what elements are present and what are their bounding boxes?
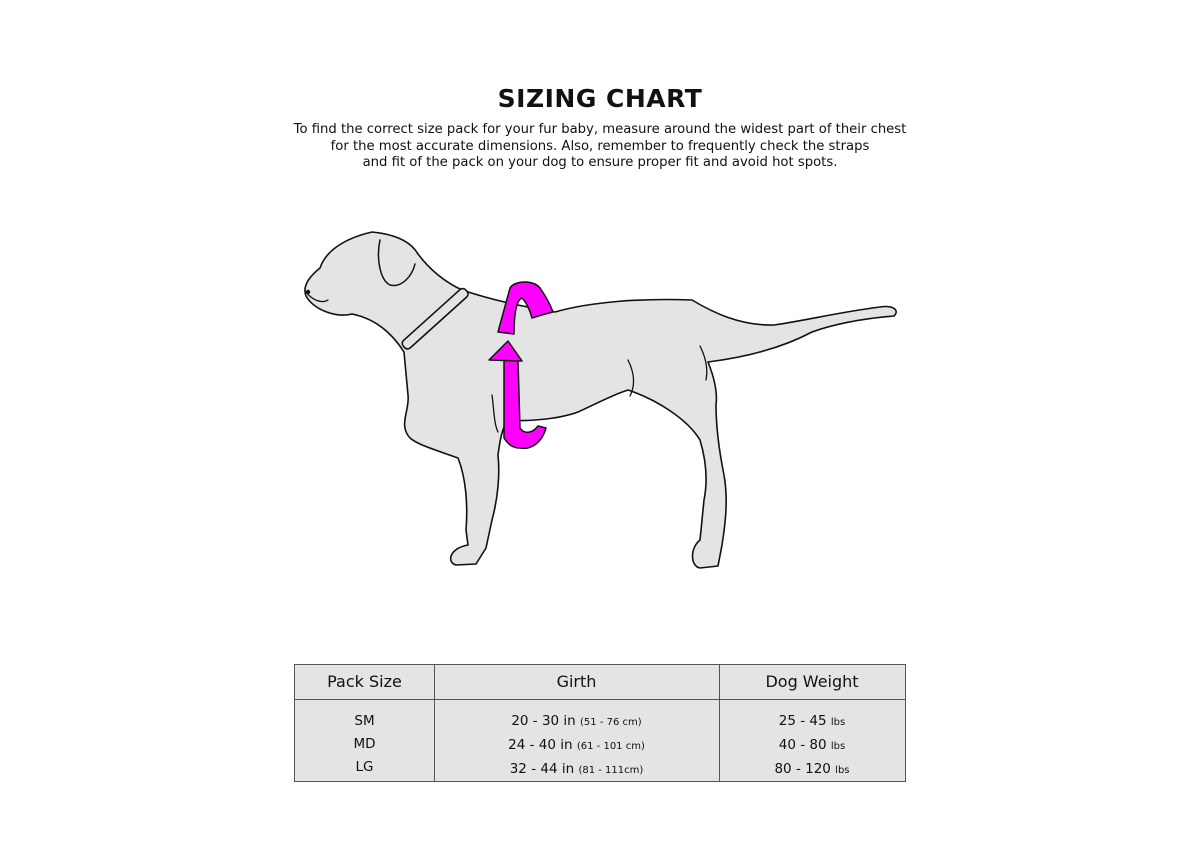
girth-column xyxy=(434,699,720,781)
header-dog-weight: Dog Weight xyxy=(765,672,859,691)
pack-size-cell: SM xyxy=(354,713,375,729)
girth-centimeters: (51 - 76 cm) xyxy=(580,717,642,728)
weight-unit: lbs xyxy=(830,741,846,752)
pack-size-cell: LG xyxy=(355,759,374,775)
weight-cell xyxy=(719,734,905,758)
dog-body xyxy=(305,232,896,568)
girth-inches: 20 - 30 in xyxy=(511,713,576,729)
header-pack-size: Pack Size xyxy=(295,665,435,699)
weight-value: 25 - 45 xyxy=(778,713,827,729)
intro-line: for the most accurate dimensions. Also, remember to frequently check the straps xyxy=(330,138,870,154)
girth-inches: 24 - 40 in xyxy=(508,737,573,753)
dog-nose xyxy=(306,290,310,294)
page-title: SIZING CHART xyxy=(497,84,703,113)
girth-cell xyxy=(434,758,719,782)
girth-inches: 32 - 44 in xyxy=(509,761,575,777)
weight-unit: lbs xyxy=(835,765,850,776)
pack-size-column xyxy=(295,699,435,781)
dog-illustration xyxy=(290,220,910,580)
intro-line: and fit of the pack on your dog to ensure proper fit and avoid hot spots. xyxy=(362,155,838,170)
girth-cell xyxy=(434,710,719,734)
intro-text xyxy=(250,122,950,172)
weight-value: 40 - 80 xyxy=(778,737,827,753)
table-body xyxy=(295,699,905,781)
pack-size-cell: MD xyxy=(353,736,376,752)
weight-column xyxy=(719,699,905,781)
intro-line: To find the correct size pack for your fur baby, measure around the widest part of their chest xyxy=(293,122,907,137)
weight-value: 80 - 120 xyxy=(774,761,831,777)
girth-centimeters: (61 - 101 cm) xyxy=(576,741,645,752)
header-girth: Girth xyxy=(434,665,720,699)
dog-silhouette-icon xyxy=(305,232,896,568)
weight-cell xyxy=(719,758,905,782)
weight-cell xyxy=(719,710,905,734)
girth-cell xyxy=(434,734,719,758)
table-header-row xyxy=(295,665,905,700)
girth-centimeters: (81 - 111cm) xyxy=(578,765,644,776)
weight-unit: lbs xyxy=(830,717,846,728)
sizing-table xyxy=(294,664,906,782)
